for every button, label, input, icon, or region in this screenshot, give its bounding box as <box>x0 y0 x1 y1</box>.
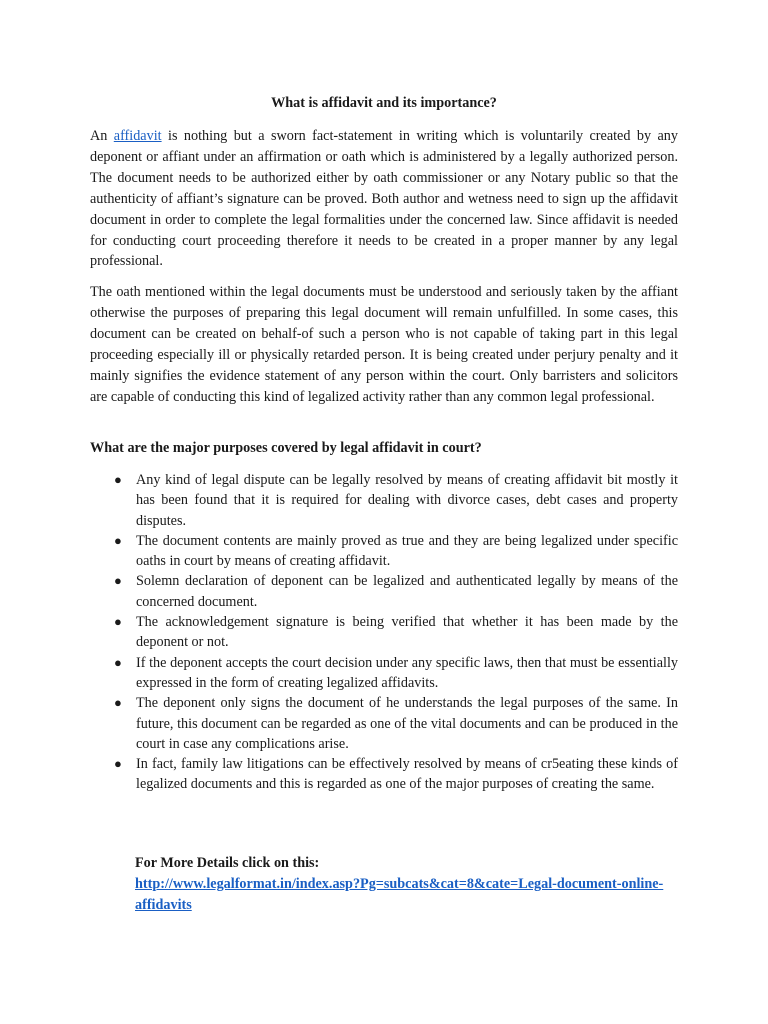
intro-paragraph <box>90 126 678 272</box>
purposes-list <box>90 470 678 795</box>
list-item <box>90 653 678 694</box>
list-item-text: The deponent only signs the document of he understands the legal purposes of the same. In future, this document can be regarded as one of the vital documents and can be produced in the court in case any complications arise. <box>136 695 678 752</box>
intro-prefix: An <box>90 128 114 144</box>
legalformat-url-link[interactable]: http://www.legalformat.in/index.asp?Pg=subcats&cat=8&cate=Legal-document-online-affidavits <box>135 876 664 913</box>
list-item <box>90 612 678 653</box>
list-item <box>90 531 678 572</box>
bullet-icon: ● <box>114 614 122 630</box>
list-item <box>90 470 678 531</box>
list-item-text: The acknowledgement signature is being verified that whether it has been made by the deponent or not. <box>136 614 678 651</box>
more-details-label: For More Details click on this: <box>135 855 320 871</box>
list-item <box>90 754 678 795</box>
bullet-icon: ● <box>114 756 122 772</box>
more-details <box>135 853 695 916</box>
list-item <box>90 571 678 612</box>
list-item-text: The document contents are mainly proved as true and they are being legalized under specific oaths in court by means of creating affidavit. <box>136 532 678 570</box>
bullet-icon: ● <box>114 573 122 589</box>
list-item-text: Any kind of legal dispute can be legally resolved by means of creating affidavit bit mostly it has been found that it is required for dealing with divorce cases, debt cases and property disputes. <box>136 472 678 529</box>
list-item-text: Solemn declaration of deponent can be legalized and authenticated legally by means of the concerned document. <box>136 573 678 610</box>
bullet-icon: ● <box>114 695 122 711</box>
purposes-heading: What are the major purposes covered by legal affidavit in court? <box>90 440 482 456</box>
list-item <box>90 693 678 754</box>
list-item-text: In fact, family law litigations can be effectively resolved by means of cr5eating these kinds of legalized documents and this is regarded as one of the major purposes of creating the same. <box>136 756 678 793</box>
affidavit-link[interactable]: affidavit <box>113 128 162 144</box>
list-item-text: If the deponent accepts the court decision under any specific laws, then that must be essentially expressed in the form of creating legalized affidavits. <box>136 654 678 691</box>
oath-paragraph: The oath mentioned within the legal documents must be understood and seriously taken by the affiant otherwise the purposes of preparing this legal document will remain unfulfilled. In some cases, this document can be created on behalf-of such a person who is not capable of taking part in this legal proceeding especially ill or physically retarded person. It is being created under perjury penalty and it mainly signifies the evidence statement of any person within the court. Only barristers and solicitors are capable of conducting this kind of legalized activity rather than any common legal professional. <box>90 284 678 405</box>
bullet-icon: ● <box>114 654 122 670</box>
bullet-icon: ● <box>114 532 122 548</box>
bullet-icon: ● <box>114 472 122 487</box>
intro-rest: is nothing but a sworn fact-statement in writing which is voluntarily created by any deponent or affiant under an affirmation or oath which is administered by a legally authorized person. The document needs to be authorized either by oath commissioner or any Notary public so that the authenticity of affiant’s signature can be proved. Both author and wetness need to sign up the affidavit document in order to complete the legal formalities under the concerned law. Since affidavit is needed for conducting court proceeding therefore it needs to be created in a proper manner by any legal professional. <box>90 128 678 270</box>
document-title: What is affidavit and its importance? <box>271 95 497 111</box>
